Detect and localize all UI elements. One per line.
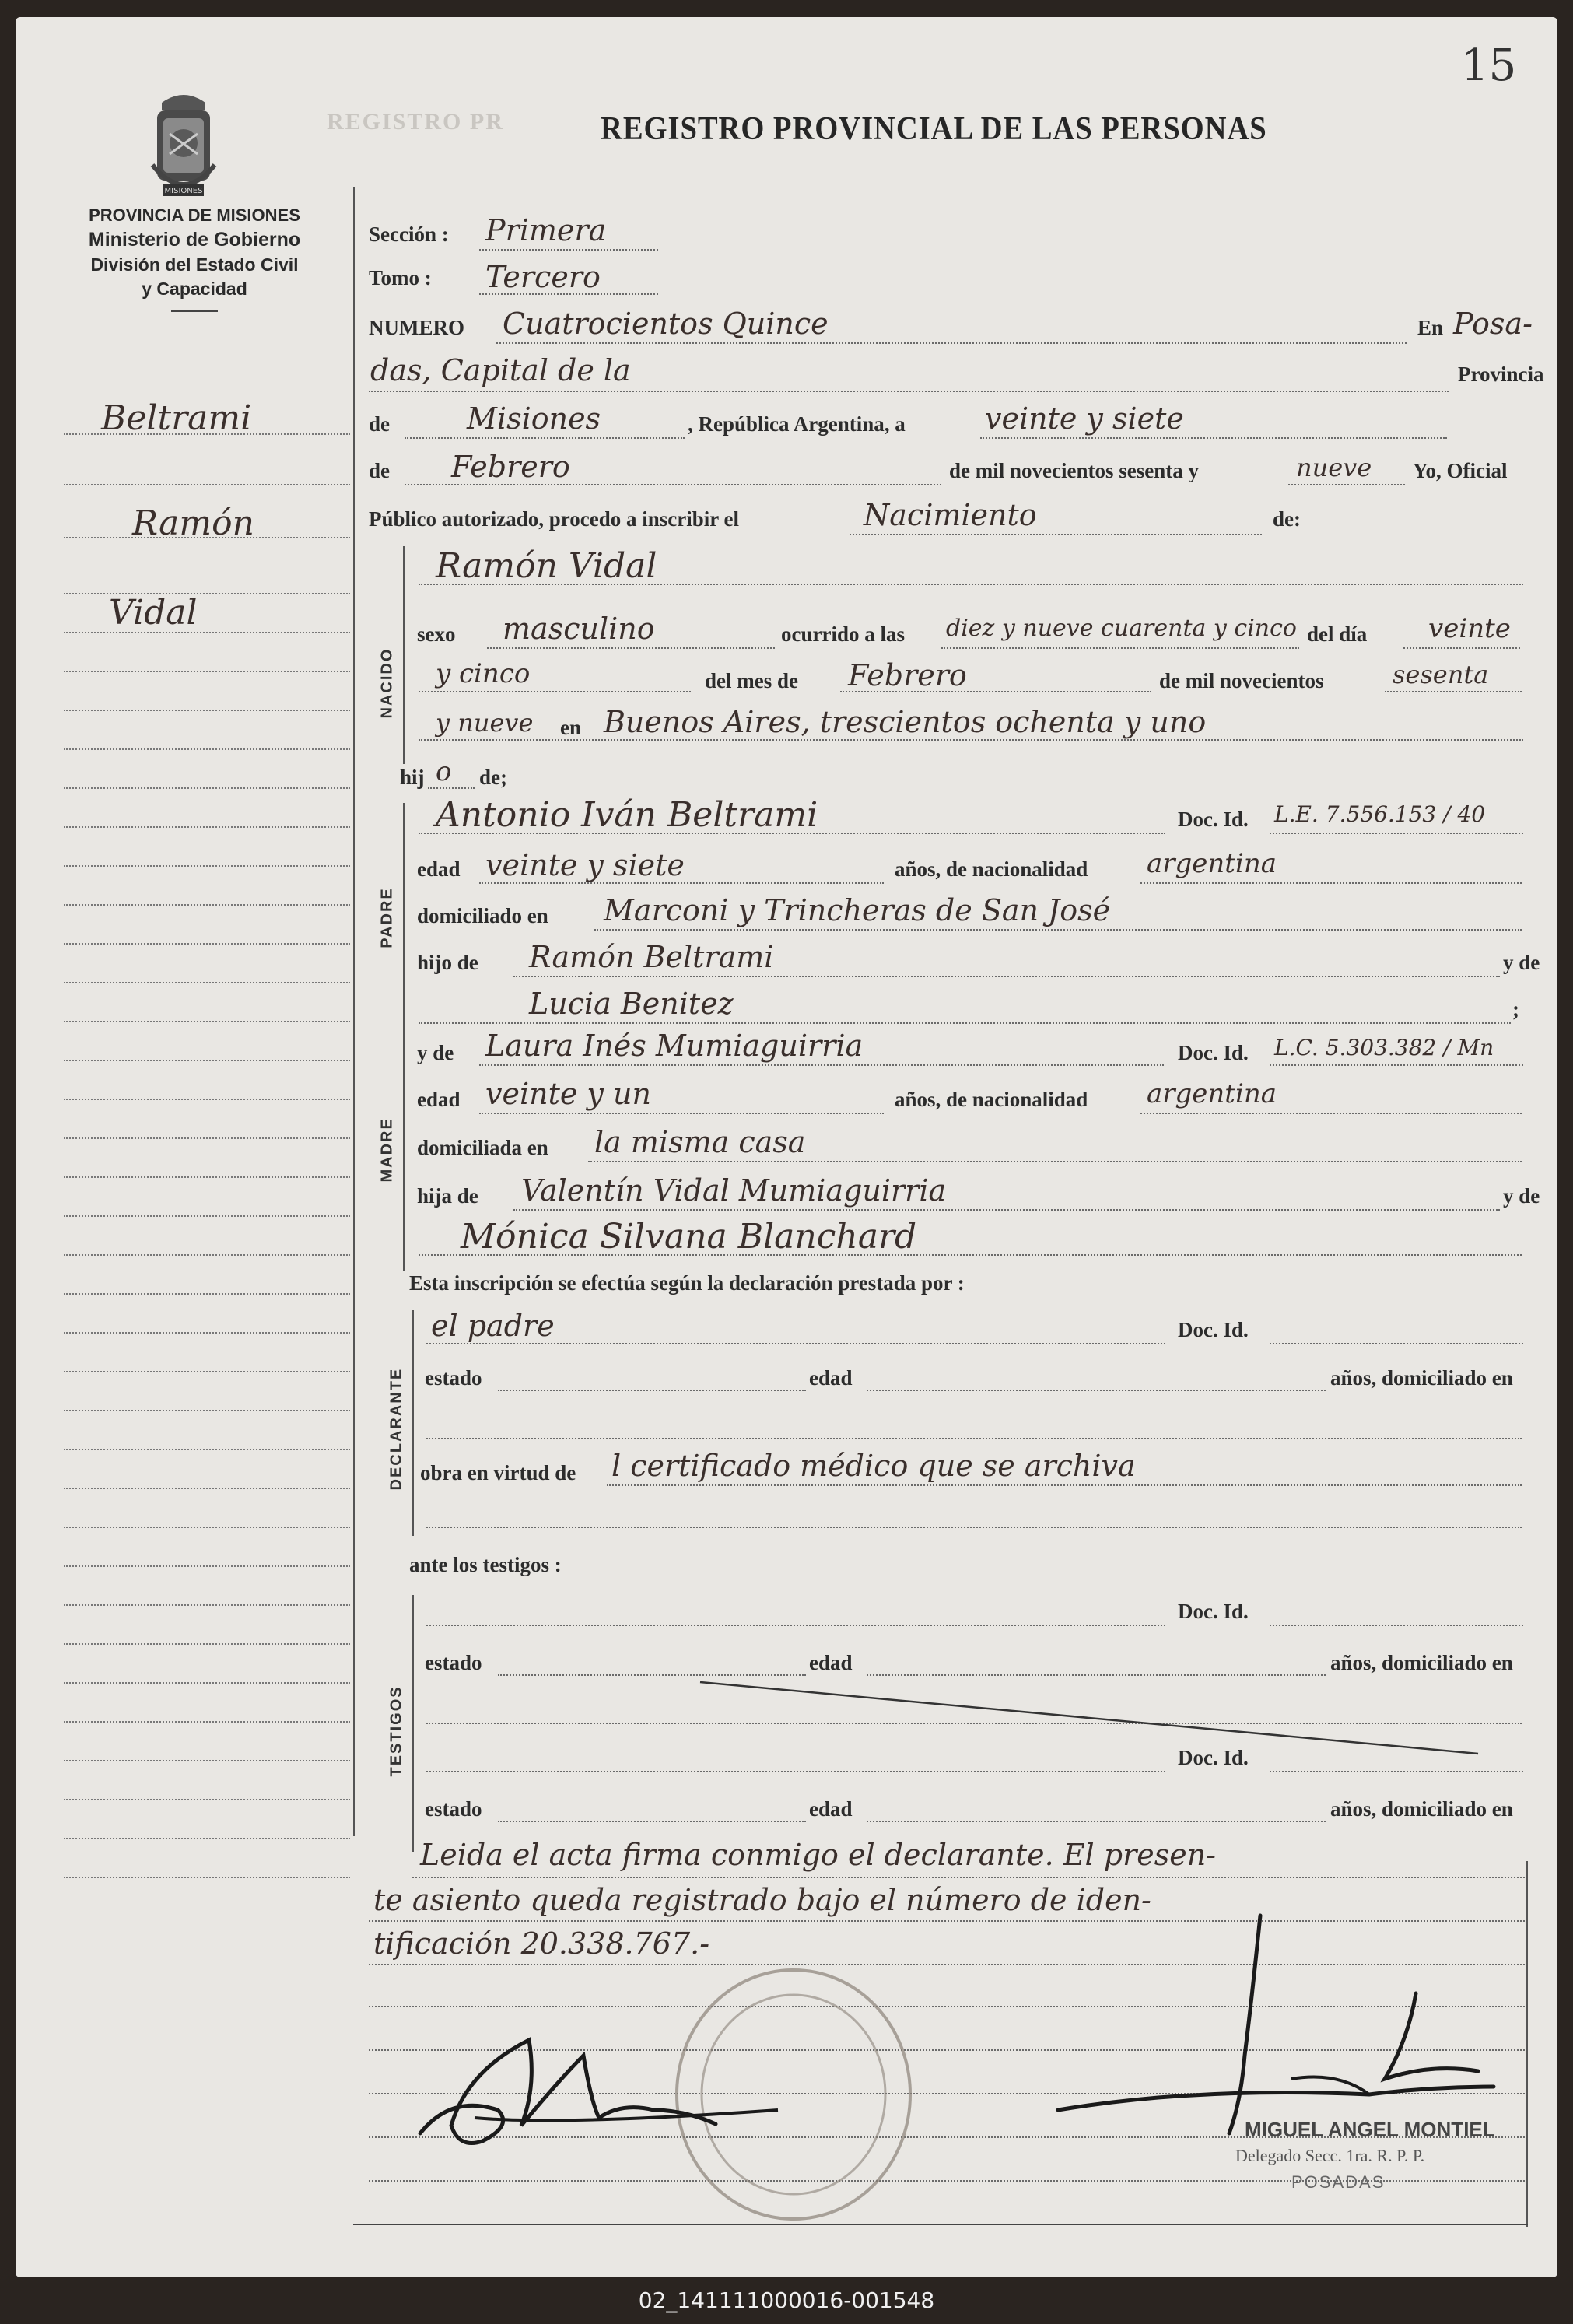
ciudad-value-1: Posa- bbox=[1453, 307, 1533, 341]
official-title: Delegado Secc. 1ra. R. P. P. bbox=[1235, 2146, 1425, 2165]
padre-doc-label: Doc. Id. bbox=[1178, 808, 1249, 831]
testigo2-edad-label: edad bbox=[809, 1797, 853, 1821]
padre-doc-value: L.E. 7.556.153 / 40 bbox=[1274, 801, 1486, 827]
dia-nac-value-1: veinte bbox=[1428, 613, 1511, 644]
sexo-label: sexo bbox=[417, 622, 456, 646]
official-name: MIGUEL ANGEL MONTIEL bbox=[1245, 2118, 1495, 2141]
testigo1-doc-label: Doc. Id. bbox=[1178, 1600, 1249, 1623]
ocurrido-label: ocurrido a las bbox=[781, 622, 905, 646]
testigos-section-label: TESTIGOS bbox=[387, 1685, 405, 1777]
madre-hija-de-value-2: Mónica Silvana Blanchard bbox=[461, 1217, 917, 1257]
testigo1-domiciliado-label: años, domiciliado en bbox=[1330, 1651, 1513, 1674]
padre-edad-label: edad bbox=[417, 857, 461, 881]
seal-text: MISIONES bbox=[164, 187, 203, 195]
de-semicolon-label: de; bbox=[479, 766, 507, 789]
de-colon-label: de: bbox=[1273, 507, 1301, 531]
leida-line-2: te asiento queda registrado bajo el número de iden- bbox=[373, 1883, 1151, 1917]
padre-domicilio-label: domiciliado en bbox=[417, 904, 548, 927]
publico-label: Público autorizado, procedo a inscribir el bbox=[369, 507, 739, 531]
padre-nac-value: argentina bbox=[1147, 848, 1277, 879]
agency-line-4: y Capacidad bbox=[142, 279, 247, 299]
seccion-value: Primera bbox=[485, 213, 607, 247]
madre-domicilio-label: domiciliada en bbox=[417, 1136, 548, 1159]
nacido-nombre-value: Ramón Vidal bbox=[436, 546, 657, 586]
padre-hijo-de-label: hijo de bbox=[417, 951, 478, 974]
padre-semicolon: ; bbox=[1512, 997, 1519, 1021]
document-title: REGISTRO PROVINCIAL DE LAS PERSONAS bbox=[601, 111, 1267, 147]
declarant-signature bbox=[405, 1993, 809, 2165]
leida-line-3: tificación 20.338.767.- bbox=[373, 1926, 710, 1961]
agency-line-2: Ministerio de Gobierno bbox=[88, 229, 301, 251]
tomo-value: Tercero bbox=[485, 260, 601, 294]
padre-nombre-value: Antonio Iván Beltrami bbox=[436, 795, 818, 835]
testigo2-estado-label: estado bbox=[425, 1797, 482, 1821]
ghost-header-bleedthrough: REGISTRO PR bbox=[327, 109, 504, 135]
madre-nac-value: argentina bbox=[1147, 1078, 1277, 1109]
declarante-value: el padre bbox=[431, 1309, 555, 1343]
margin-secondname: Vidal bbox=[109, 593, 198, 633]
ciudad-value-2: das, Capital de la bbox=[370, 353, 631, 387]
lugar-nac-value: Buenos Aires, trescientos ochenta y uno bbox=[604, 705, 1207, 739]
leida-line-1: Leida el acta firma conmigo el declarante. El presen- bbox=[420, 1838, 1217, 1872]
scan-footer-id: 02_141111000016-001548 bbox=[638, 2287, 935, 2313]
padre-edad-value: veinte y siete bbox=[485, 848, 685, 882]
agency-line-3: División del Estado Civil bbox=[90, 254, 299, 275]
dia-value: veinte y siete bbox=[985, 401, 1184, 436]
agency-line-1: PROVINCIA DE MISIONES bbox=[89, 205, 300, 225]
declarante-section-label: DECLARANTE bbox=[387, 1367, 405, 1491]
madre-doc-label: Doc. Id. bbox=[1178, 1041, 1249, 1064]
testigo1-estado-label: estado bbox=[425, 1651, 482, 1674]
mes-nac-value: Febrero bbox=[848, 658, 967, 692]
hora-value: diez y nueve cuarenta y cinco bbox=[946, 615, 1297, 642]
declarante-edad-label: edad bbox=[809, 1366, 853, 1390]
numero-value: Cuatrocientos Quince bbox=[503, 307, 829, 341]
dia-nac-value-2: y cinco bbox=[436, 658, 531, 689]
testigos-label: ante los testigos : bbox=[409, 1553, 562, 1576]
del-mes-label: del mes de bbox=[705, 669, 798, 692]
padre-section-label: PADRE bbox=[378, 887, 396, 948]
madre-y-de-label-2: y de bbox=[1503, 1184, 1540, 1208]
seccion-label: Sección : bbox=[369, 223, 449, 246]
madre-nombre-value: Laura Inés Mumiaguirria bbox=[485, 1029, 864, 1063]
testigo2-domiciliado-label: años, domiciliado en bbox=[1330, 1797, 1513, 1821]
yo-oficial-label: Yo, Oficial bbox=[1413, 459, 1508, 482]
margin-firstname: Ramón bbox=[132, 503, 254, 543]
madre-edad-value: veinte y un bbox=[485, 1077, 651, 1111]
madre-hija-de-value-1: Valentín Vidal Mumiaguirria bbox=[521, 1173, 947, 1208]
official-signature bbox=[1042, 1900, 1525, 2149]
en-label: En bbox=[1417, 316, 1444, 339]
padre-hijo-de-value-2: Lucia Benitez bbox=[529, 987, 734, 1021]
declarante-doc-label: Doc. Id. bbox=[1178, 1318, 1249, 1341]
declarante-estado-label: estado bbox=[425, 1366, 482, 1390]
obra-value: l certificado médico que se archiva bbox=[611, 1449, 1136, 1483]
obra-label: obra en virtud de bbox=[420, 1461, 576, 1484]
anio-nac-value-2: y nueve bbox=[436, 708, 534, 738]
provincia-label: Provincia bbox=[1458, 363, 1544, 386]
madre-nacionalidad-label: años, de nacionalidad bbox=[895, 1088, 1088, 1111]
testigo2-doc-label: Doc. Id. bbox=[1178, 1746, 1249, 1769]
mil-novecientos-label: de mil novecientos bbox=[1159, 669, 1324, 692]
de-label-2: de bbox=[369, 459, 390, 482]
madre-edad-label: edad bbox=[417, 1088, 461, 1111]
tomo-label: Tomo : bbox=[369, 266, 432, 289]
page-number: 15 bbox=[1461, 40, 1517, 91]
padre-nacionalidad-label: años, de nacionalidad bbox=[895, 857, 1088, 881]
en-lugar-label: en bbox=[560, 716, 581, 739]
madre-dom-value: la misma casa bbox=[594, 1125, 806, 1159]
document-page bbox=[16, 17, 1557, 2277]
nacido-section-label: NACIDO bbox=[378, 647, 396, 719]
mes-value: Febrero bbox=[451, 450, 570, 484]
madre-hija-de-label: hija de bbox=[417, 1184, 478, 1208]
declarante-domiciliado-label: años, domiciliado en bbox=[1330, 1366, 1513, 1390]
testigo1-edad-label: edad bbox=[809, 1651, 853, 1674]
madre-section-label: MADRE bbox=[378, 1117, 396, 1183]
declaracion-label: Esta inscripción se efectúa según la declaración prestada por : bbox=[409, 1271, 965, 1295]
anio-value: nueve bbox=[1296, 453, 1372, 482]
hij-suffix-value: o bbox=[436, 756, 452, 787]
provincia-value: Misiones bbox=[467, 401, 601, 436]
margin-surname: Beltrami bbox=[101, 398, 252, 438]
acto-value: Nacimiento bbox=[864, 498, 1037, 532]
anio-nac-value-1: sesenta bbox=[1393, 660, 1489, 689]
sexo-value: masculino bbox=[503, 612, 655, 646]
official-place: POSADAS bbox=[1291, 2172, 1386, 2192]
republica-label: , República Argentina, a bbox=[688, 412, 906, 436]
hij-label: hij bbox=[400, 766, 425, 789]
padre-dom-value: Marconi y Trincheras de San José bbox=[604, 893, 1111, 927]
del-dia-label: del día bbox=[1307, 622, 1368, 646]
padre-hijo-de-value-1: Ramón Beltrami bbox=[529, 940, 774, 974]
de-label: de bbox=[369, 412, 390, 436]
madre-doc-value: L.C. 5.303.382 / Mn bbox=[1274, 1035, 1494, 1060]
padre-y-de-label: y de bbox=[1503, 951, 1540, 974]
mil-sesenta-label: de mil novecientos sesenta y bbox=[949, 459, 1199, 482]
numero-label: NUMERO bbox=[369, 316, 464, 339]
madre-y-de-label: y de bbox=[417, 1041, 454, 1064]
